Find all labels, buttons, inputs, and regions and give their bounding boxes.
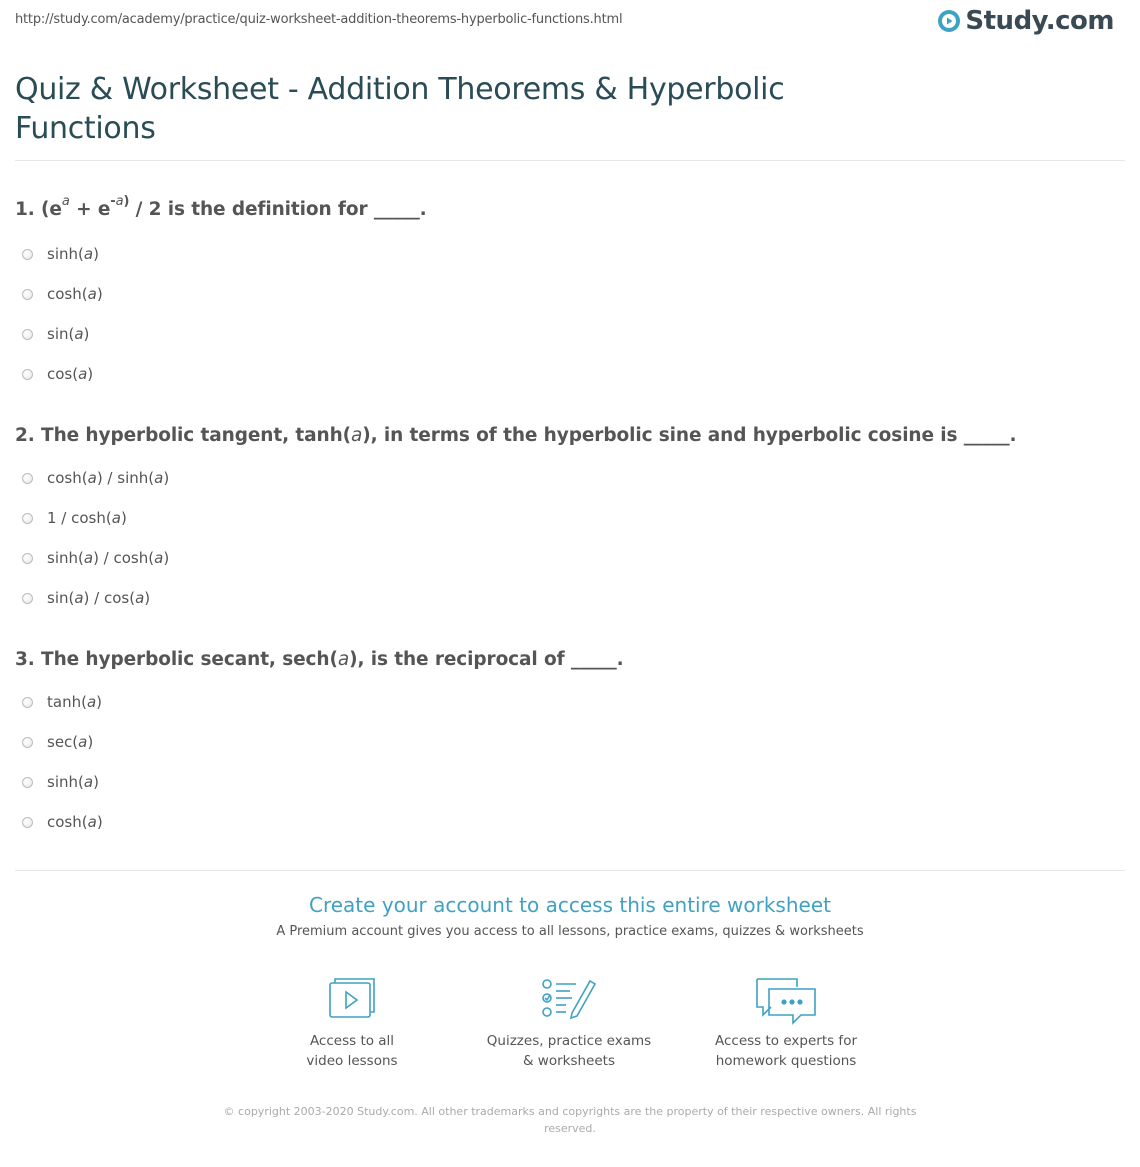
radio-button[interactable] [22, 249, 33, 260]
answer-option[interactable]: cosh( a ) [22, 285, 103, 303]
radio-button[interactable] [22, 817, 33, 828]
answer-option[interactable]: tanh( a ) [22, 693, 102, 711]
page-url: http://study.com/academy/practice/quiz-worksheet-addition-theorems-hyperbolic-functions.html [15, 12, 623, 27]
question-number: 1. [15, 199, 35, 220]
feature-text: video lessons [306, 1053, 398, 1069]
question-text: ), is the reciprocal of _____. [349, 649, 624, 670]
answer-option[interactable]: cosh( a ) [22, 813, 103, 831]
question-text: The hyperbolic secant, sech( [41, 649, 338, 670]
radio-button[interactable] [22, 593, 33, 604]
divider [15, 870, 1125, 871]
radio-button[interactable] [22, 329, 33, 340]
feature-text: Access to all [309, 1033, 395, 1049]
answer-option[interactable]: sinh( a ) [22, 245, 99, 263]
cta-subtitle: A Premium account gives you access to all lessons, practice exams, quizzes & worksheets [276, 924, 864, 939]
question-3: 3. The hyperbolic secant, sech(a), is the reciprocal of _____. [15, 649, 624, 670]
answer-option[interactable]: sinh( a ) [22, 773, 99, 791]
create-account-link[interactable]: Create your account to access this entire worksheet [309, 893, 831, 917]
question-1: 1. ($e^a + e^{-a)} / 2$ is the definition for _____. [15, 193, 427, 220]
radio-button[interactable] [22, 697, 33, 708]
radio-button[interactable] [22, 513, 33, 524]
feature-experts [686, 975, 886, 1071]
feature-quizzes [469, 975, 669, 1071]
page-title: Quiz & Worksheet - Addition Theorems & Hyperbolic Functions [15, 72, 785, 146]
superscript: a [61, 193, 70, 209]
feature-text: & worksheets [522, 1053, 615, 1069]
radio-button[interactable] [22, 737, 33, 748]
feature-text: Access to experts for [714, 1033, 857, 1049]
feature-video-lessons [252, 975, 452, 1071]
copyright-notice: © copyright 2003-2020 Study.com. All other trademarks and copyrights are the property of their respective owners. All rights reserved. [223, 1105, 917, 1135]
radio-button[interactable] [22, 777, 33, 788]
radio-button[interactable] [22, 289, 33, 300]
question-number: 2. [15, 425, 35, 446]
question-text: (e [41, 199, 62, 220]
question-number: 3. [15, 649, 35, 670]
answer-option[interactable]: sin( a ) / cos( a ) [22, 589, 150, 607]
chat-bubbles-icon [753, 975, 819, 1027]
quiz-checklist-icon [540, 975, 598, 1023]
feature-text: homework questions [715, 1053, 857, 1069]
answer-option[interactable]: 1 / cosh( a ) [22, 509, 127, 527]
video-lessons-icon [326, 975, 378, 1023]
question-2: 2. The hyperbolic tangent, tanh(a), in terms of the hyperbolic sine and hyperbolic cosine is _____. [15, 425, 1017, 446]
answer-option[interactable]: cosh( a ) / sinh( a ) [22, 469, 169, 487]
question-text: ), in terms of the hyperbolic sine and hyperbolic cosine is _____. [362, 425, 1017, 446]
logo-text: Study.com [965, 6, 1114, 36]
radio-button[interactable] [22, 369, 33, 380]
answer-option[interactable]: sec( a ) [22, 733, 93, 751]
radio-button[interactable] [22, 473, 33, 484]
play-logo-icon [937, 9, 961, 33]
answer-option[interactable]: sin( a ) [22, 325, 89, 343]
divider [15, 160, 1125, 161]
question-text: + e [69, 199, 111, 220]
answer-option[interactable]: cos( a ) [22, 365, 93, 383]
feature-text: Quizzes, practice exams [486, 1033, 652, 1049]
question-text: The hyperbolic tangent, tanh( [41, 425, 352, 446]
radio-button[interactable] [22, 553, 33, 564]
superscript: a [115, 193, 124, 209]
answer-option[interactable]: sinh( a ) / cosh( a ) [22, 549, 169, 567]
study-logo[interactable] [937, 6, 1114, 36]
question-text: / 2 is the definition for _____. [129, 199, 427, 220]
